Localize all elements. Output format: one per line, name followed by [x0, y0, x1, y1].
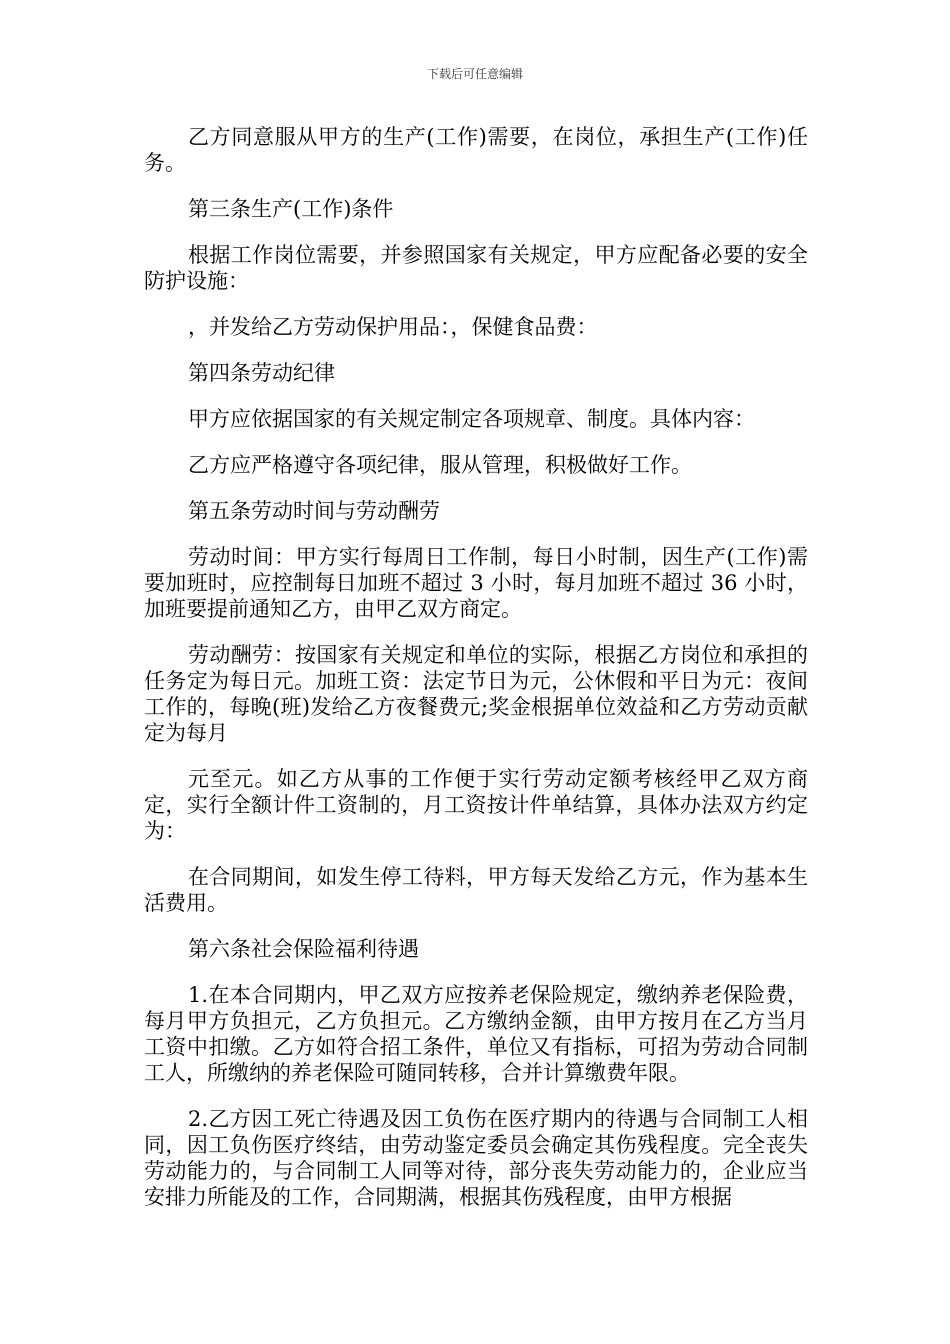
paragraph-4: ，并发给乙方劳动保护用品：，保健食品费： — [188, 315, 598, 339]
page-header: 下载后可任意编辑 — [426, 67, 523, 81]
paragraph-11: 元至元。如乙方从事的工作便于实行劳动定额考核经甲乙双方商定，实行全额计件工资制的，月工资按计件单结算，具体办法双方约定为： — [144, 767, 808, 843]
paragraph-14: 1.在本合同期内，甲乙双方应按养老保险规定，缴纳养老保险费，每月甲方负担元，乙方负担元。乙方缴纳金额，由甲方按月在乙方当月工资中扣缴。乙方如符合招工条件，单位又有指标，可招为劳动合同制工人，所缴纳的养老保险可随同转移，合并计算缴费年限。 — [144, 983, 808, 1085]
paragraph-1: 乙方同意服从甲方的生产(工作)需要，在岗位，承担生产(工作)任务。 — [144, 125, 808, 175]
document-body — [144, 124, 808, 1230]
section-heading-6: 第六条社会保险福利待遇 — [188, 937, 419, 961]
paragraph-9: 劳动时间：甲方实行每周日工作制，每日小时制，因生产(工作)需要加班时，应控制每日加班不超过 3 小时，每月加班不超过 36 小时，加班要提前通知乙方，由甲乙双方商定。 — [144, 545, 808, 621]
section-heading-5: 第五条劳动时间与劳动酬劳 — [188, 499, 440, 523]
paragraph-15: 2.乙方因工死亡待遇及因工负伤在医疗期内的待遇与合同制工人相同，因工负伤医疗终结，由劳动鉴定委员会确定其伤残程度。完全丧失劳动能力的，与合同制工人同等对待，部分丧失劳动能力的，企业应当安排力所能及的工作，合同期满，根据其伤残程度，由甲方根据 — [144, 1107, 808, 1209]
paragraph-6: 甲方应依据国家的有关规定制定各项规章、制度。具体内容： — [188, 407, 755, 431]
paragraph-7: 乙方应严格遵守各项纪律，服从管理，积极做好工作。 — [188, 453, 692, 477]
section-heading-3: 第三条生产(工作)条件 — [188, 197, 394, 221]
section-heading-4: 第四条劳动纪律 — [188, 361, 335, 385]
paragraph-12: 在合同期间，如发生停工待料，甲方每天发给乙方元，作为基本生活费用。 — [144, 865, 808, 915]
paragraph-3: 根据工作岗位需要，并参照国家有关规定，甲方应配备必要的安全防护设施： — [144, 243, 808, 293]
paragraph-10: 劳动酬劳：按国家有关规定和单位的实际，根据乙方岗位和承担的任务定为每日元。加班工资：法定节日为元，公休假和平日为元：夜间工作的，每晚(班)发给乙方夜餐费元;奖金根据单位效益和乙方劳动贡献定为每月 — [144, 643, 808, 745]
